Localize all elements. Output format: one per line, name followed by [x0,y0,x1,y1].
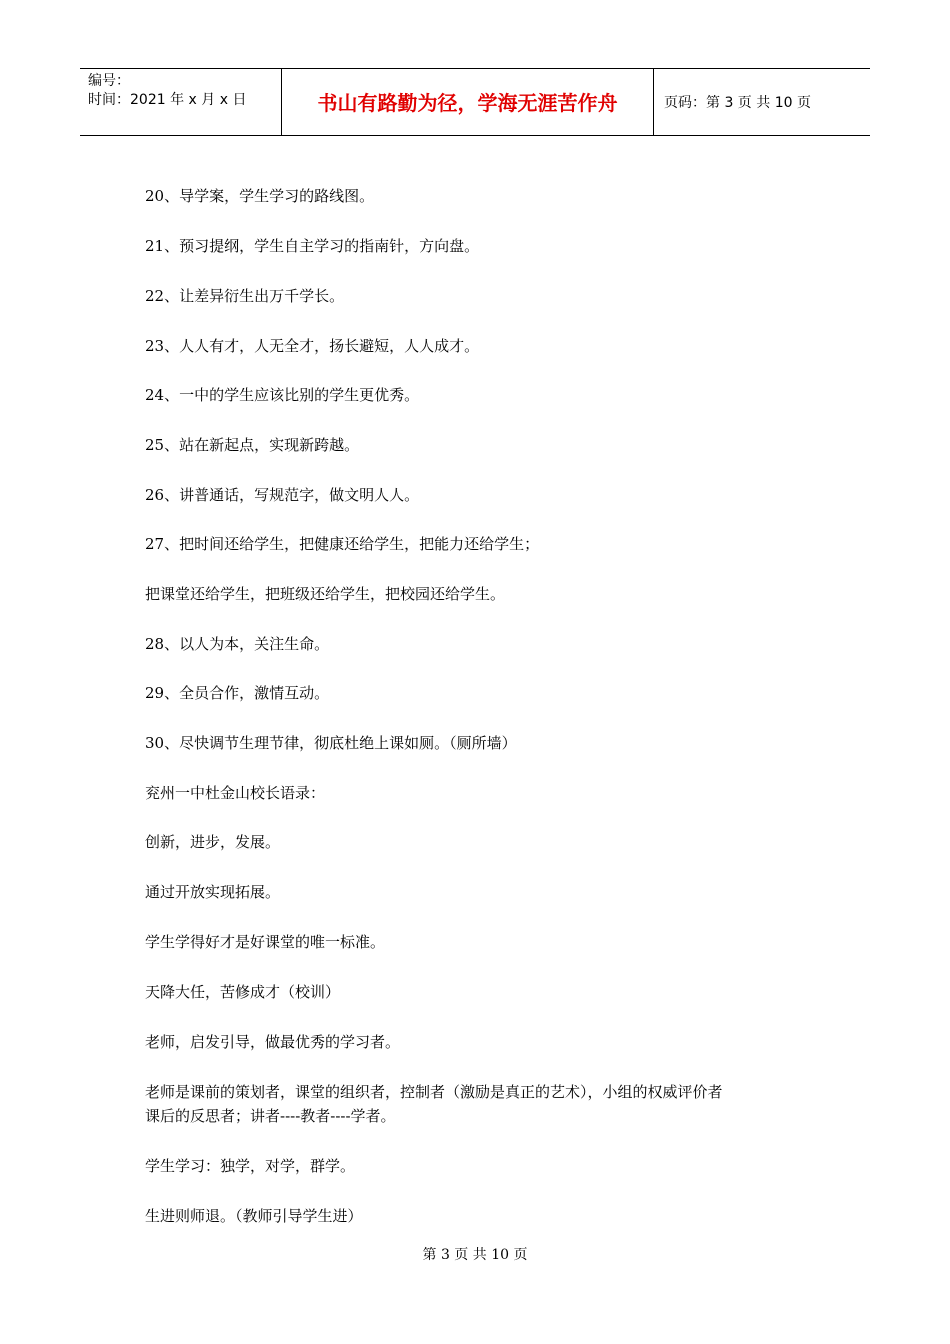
text-line: 把课堂还给学生，把班级还给学生，把校园还给学生。 [145,585,506,603]
document-header [80,68,870,136]
header-page-info: 页码：第 3 页 共 10 页 [664,95,811,111]
page-footer: 第 3 页 共 10 页 [422,1247,528,1263]
text-line: 天降大任，苦修成才（校训） [145,983,341,1001]
text-line: 29、全员合作，激情互动。 [145,684,330,702]
text-line: 25、站在新起点，实现新跨越。 [145,436,360,454]
text-line: 学生学习：独学，对学，群学。 [145,1157,356,1175]
text-line: 生进则师退。（教师引导学生进） [145,1207,363,1225]
header-meta-cell [80,69,282,135]
text-line: 20、导学案，学生学习的路线图。 [145,187,375,205]
text-line: 老师，启发引导，做最优秀的学习者。 [145,1033,401,1051]
header-date-label: 时间：2021 年 x 月 x 日 [88,92,247,108]
text-line: 老师是课前的策划者，课堂的组织者，控制者（激励是真正的艺术），小组的权威评价者 [145,1083,723,1101]
text-line: 学生学得好才是好课堂的唯一标准。 [145,933,386,951]
text-line: 27、把时间还给学生，把健康还给学生，把能力还给学生； [145,535,540,553]
text-line: 21、预习提纲，学生自主学习的指南针，方向盘。 [145,237,480,255]
section-heading: 兖州一中杜金山校长语录： [145,784,326,802]
text-line: 30、尽快调节生理节律，彻底杜绝上课如厕。（厕所墙） [145,734,517,752]
header-motto: 书山有路勤为径，学海无涯苦作舟 [282,69,654,135]
text-line: 通过开放实现拓展。 [145,883,281,901]
header-number-label: 编号： [88,73,130,89]
text-line: 24、一中的学生应该比别的学生更优秀。 [145,386,420,404]
text-line: 23、人人有才，人无全才，扬长避短，人人成才。 [145,337,480,355]
text-line: 26、讲普通话，写规范字，做文明人人。 [145,486,420,504]
text-line: 课后的反思者；讲者----教者----学者。 [145,1107,396,1125]
text-line: 22、让差异衍生出万千学长。 [145,287,345,305]
text-line: 创新，进步，发展。 [145,833,281,851]
text-line: 28、以人为本，关注生命。 [145,635,330,653]
